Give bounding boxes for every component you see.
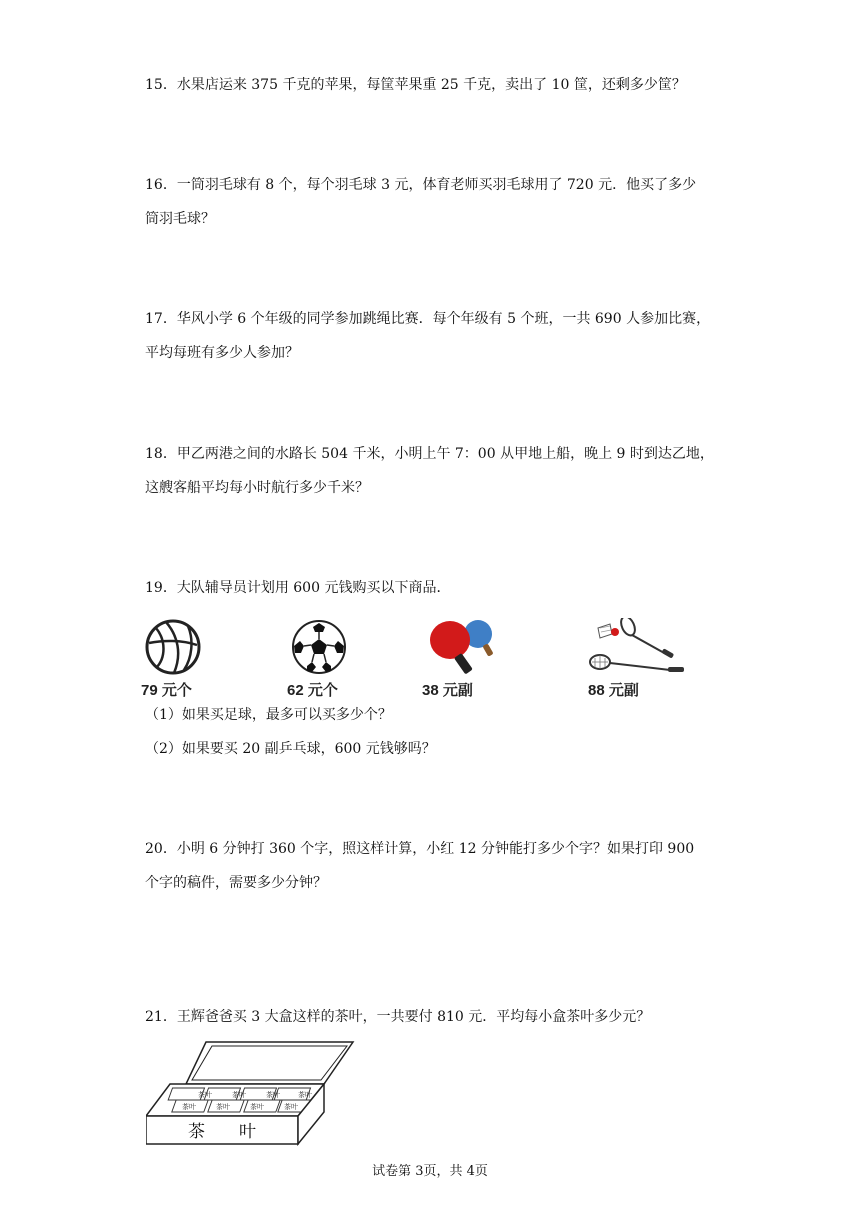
question-number: 19．: [145, 580, 177, 596]
question-number: 21．: [145, 1009, 177, 1025]
question-17: [145, 302, 725, 370]
small-box-label: 茶叶: [284, 1103, 298, 1111]
question-number: 15．: [145, 77, 177, 93]
question-18: [145, 437, 725, 505]
question-text: 甲乙两港之间的水路长 504 千米，小明上午 7：00 从甲地上船，晚上 9 时到达乙地，: [176, 446, 714, 462]
small-box-label: 茶叶: [198, 1091, 212, 1099]
price-label: 79 元个: [141, 682, 192, 699]
goods-item-ping-pong: [422, 618, 498, 699]
small-box-label: 茶叶: [250, 1103, 264, 1111]
ping-pong-paddles-icon: [426, 618, 498, 678]
question-20: [145, 832, 725, 900]
tea-box-label: 茶 叶: [188, 1122, 256, 1142]
question-text: 水果店运来 375 千克的苹果，每筐苹果重 25 千克，卖出了 10 筐，还剩多少筐？: [176, 77, 686, 93]
question-number: 18．: [145, 446, 177, 462]
question-text: 大队辅导员计划用 600 元钱购买以下商品．: [176, 580, 451, 596]
question-text-cont: 个字的稿件，需要多少分钟？: [145, 875, 327, 891]
soccer-ball-icon: [290, 618, 348, 676]
goods-row: [140, 618, 700, 700]
question-19: [145, 571, 725, 605]
price-label: 62 元个: [287, 682, 338, 699]
question-text-cont: 平均每班有多少人参加？: [145, 345, 299, 361]
goods-item-basketball: [141, 618, 202, 699]
price-label: 38 元副: [422, 682, 473, 699]
question-number: 16．: [145, 177, 177, 193]
badminton-rackets-icon: [586, 618, 688, 680]
page-footer: 试卷第 3页，共 4页: [372, 1164, 488, 1179]
basketball-icon: [144, 618, 202, 676]
tea-box-icon: [146, 1040, 358, 1148]
price-label: 88 元副: [588, 682, 639, 699]
goods-item-soccer-ball: [287, 618, 348, 699]
small-box-label: 茶叶: [216, 1103, 230, 1111]
question-21: [145, 1000, 725, 1034]
question-text-cont: 筒羽毛球？: [145, 211, 215, 227]
small-box-label: 茶叶: [298, 1091, 312, 1099]
question-number: 17．: [145, 311, 177, 327]
question-19-part-1: （1）如果买足球，最多可以买多少个？: [145, 707, 392, 723]
question-text: 一筒羽毛球有 8 个，每个羽毛球 3 元，体育老师买羽毛球用了 720 元．他买了多少: [176, 177, 697, 193]
small-box-label: 茶叶: [266, 1091, 280, 1099]
question-text-cont: 这艘客船平均每小时航行多少千米？: [145, 480, 369, 496]
question-text: 华风小学 6 个年级的同学参加跳绳比赛．每个年级有 5 个班，一共 690 人参加比赛，: [176, 311, 711, 327]
small-box-label: 茶叶: [182, 1103, 196, 1111]
tea-box-illustration: [146, 1040, 358, 1152]
question-16: [145, 168, 725, 236]
goods-item-badminton: [586, 618, 688, 699]
question-text: 王辉爸爸买 3 大盒这样的茶叶，一共要付 810 元．平均每小盒茶叶多少元？: [176, 1009, 651, 1025]
small-box-label: 茶叶: [232, 1091, 246, 1099]
question-15: [145, 68, 725, 102]
question-text: 小明 6 分钟打 360 个字，照这样计算，小红 12 分钟能打多少个字？如果打印 900: [176, 841, 695, 857]
question-19-part-2: （2）如果要买 20 副乒乓球，600 元钱够吗？: [145, 741, 436, 757]
question-number: 20．: [145, 841, 177, 857]
